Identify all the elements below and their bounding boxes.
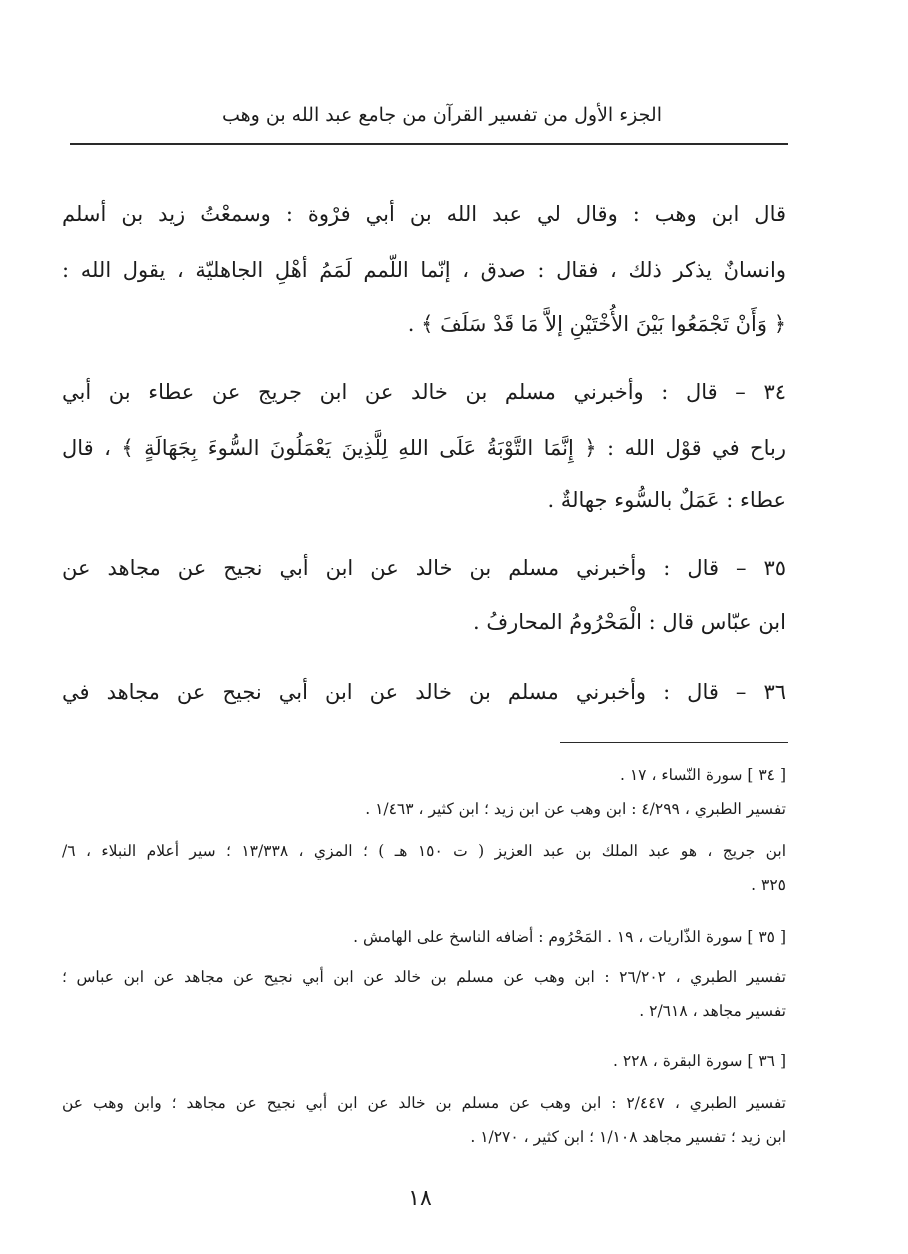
quran-verse-line: رباح في قوْل الله : ﴿ إِنَّمَا التَّوْبَةُ عَلَى اللهِ لِلَّذِينَ يَعْمَلُونَ السُّوءَ بِجَهَالَةٍ ﴾ ، قال (62, 436, 786, 460)
footnote-line: [ ٣٤ ] سورة النّساء ، ١٧ . (620, 766, 786, 784)
text-line: وانسانٌ يذكر ذلك ، فقال : صدق ، إنّما اللّمم لَمَمُ أهْلِ الجاهليّة ، يقول الله : (62, 258, 786, 282)
running-header: الجزء الأول من تفسير القرآن من جامع عبد الله بن وهب (222, 104, 662, 126)
text-line: عطاء : عَمَلٌ بالسُّوء جهالةٌ . (547, 488, 786, 512)
footnote-line: [ ٣٥ ] سورة الذّاريات ، ١٩ . المَحْرُوم : أضافه الناسخ على الهامش . (353, 928, 786, 946)
footnote-line: تفسير مجاهد ، ٢/٦١٨ . (639, 1002, 786, 1020)
footnote-line: ابن جريج ، هو عبد الملك بن عبد العزيز ( ت ١٥٠ هـ ) ؛ المزي ، ١٣/٣٣٨ ؛ سير أعلام النبلاء ، ٦/ (62, 842, 786, 860)
footnote-line: ٣٢٥ . (751, 876, 786, 894)
quran-verse-line: ﴿ وَأَنْ تَجْمَعُوا بَيْنَ الأُخْتَيْنِ إلاَّ مَا قَدْ سَلَفَ ﴾ . (407, 312, 786, 336)
text-line: ٣٤ – قال : وأخبرني مسلم بن خالد عن ابن جريج عن عطاء بن أبي (62, 380, 786, 404)
footnote-line: ابن زيد ؛ تفسير مجاهد ١/١٠٨ ؛ ابن كثير ، ١/٢٧٠ . (470, 1128, 786, 1146)
text-line: ٣٦ – قال : وأخبرني مسلم بن خالد عن ابن أبي نجيح عن مجاهد في (62, 680, 786, 704)
footnote-line: تفسير الطبري ، ٤/٢٩٩ : ابن وهب عن ابن زيد ؛ ابن كثير ، ١/٤٦٣ . (365, 800, 786, 818)
text-line: قال ابن وهب : وقال لي عبد الله بن أبي فرْوة : وسمعْتُ زيد بن أسلم (62, 202, 787, 226)
header-divider (70, 143, 788, 145)
text-line: ابن عبّاس قال : الْمَحْرُومُ المحارفُ . (473, 610, 786, 634)
footnote-line: تفسير الطبري ، ٢٦/٢٠٢ : ابن وهب عن مسلم بن خالد عن ابن أبي نجيح عن مجاهد عن ابن عباس ؛ (62, 968, 786, 986)
text-line: ٣٥ – قال : وأخبرني مسلم بن خالد عن ابن أبي نجيح عن مجاهد عن (62, 556, 786, 580)
footnote-line: تفسير الطبري ، ٢/٤٤٧ : ابن وهب عن مسلم بن خالد عن ابن أبي نجيح عن مجاهد ؛ وابن وهب عن (62, 1094, 786, 1112)
footnote-divider (560, 742, 788, 743)
footnote-line: [ ٣٦ ] سورة البقرة ، ٢٢٨ . (613, 1052, 786, 1070)
page-number: ١٨ (408, 1186, 432, 1211)
